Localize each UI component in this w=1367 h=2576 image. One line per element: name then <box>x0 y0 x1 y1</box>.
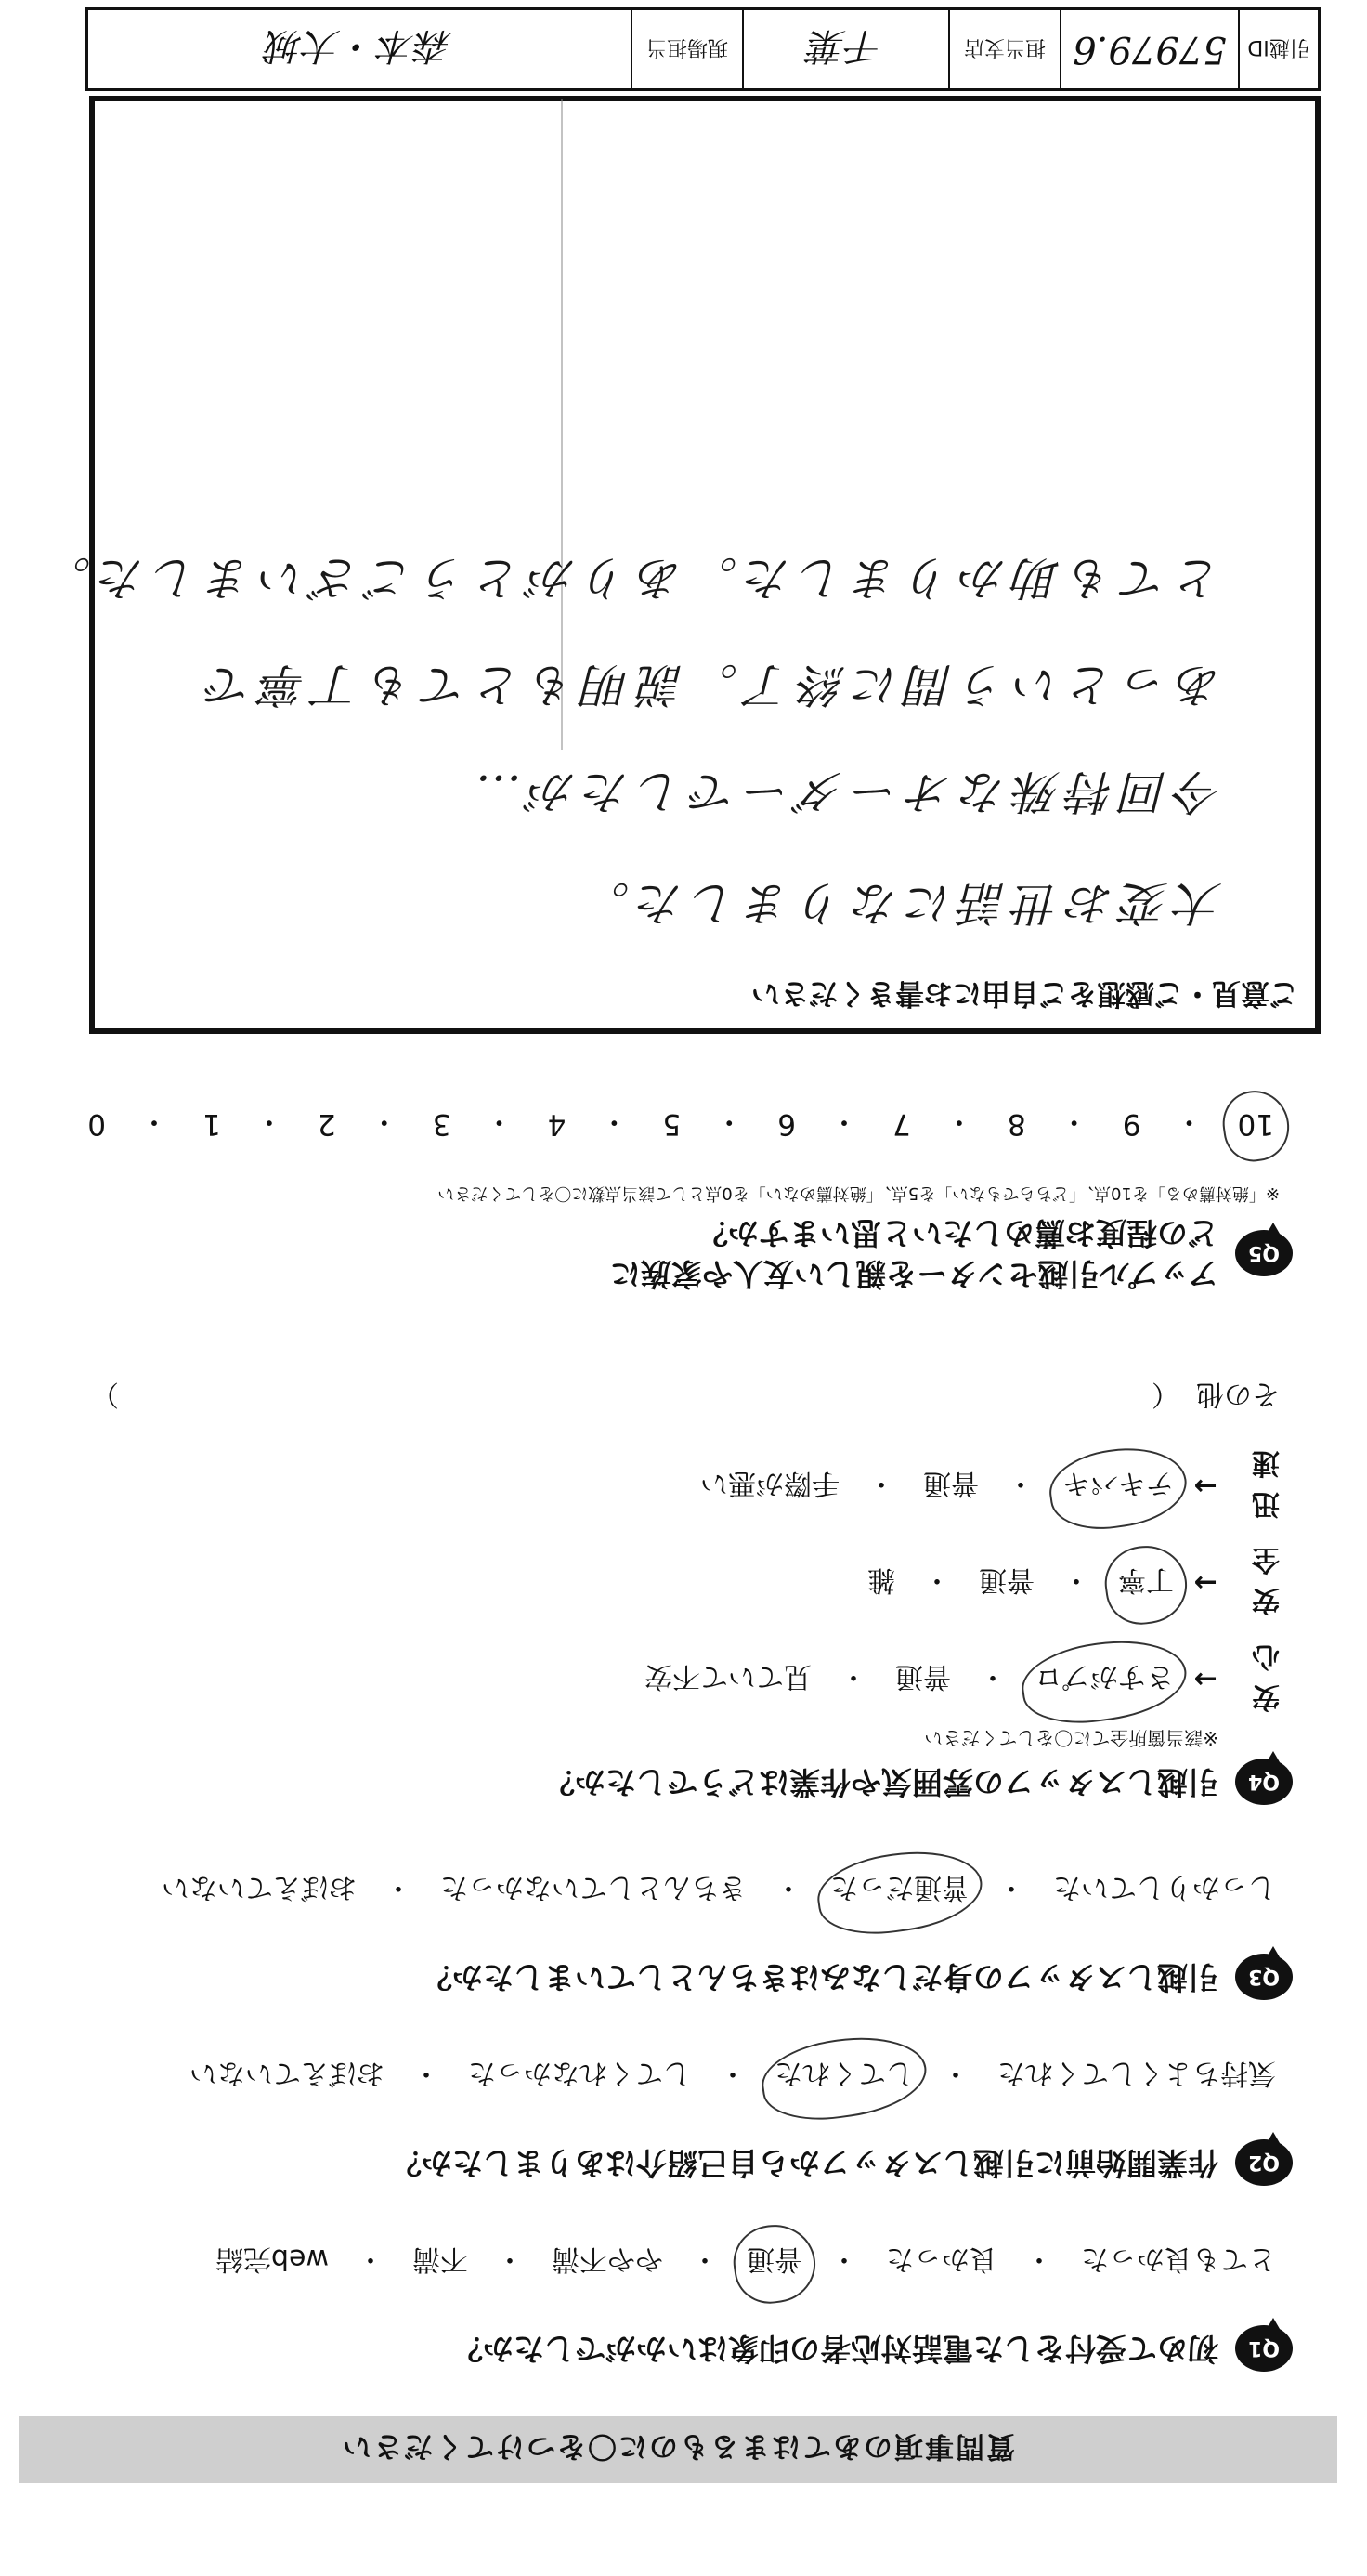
q5-score[interactable]: 9 <box>1122 1107 1141 1142</box>
q2-option[interactable]: してくれなかった <box>468 2057 691 2089</box>
q4-option[interactable]: 普通 <box>923 1467 979 1499</box>
q2-options: 気持ちよくしてくれた ・ してくれた ・ してくれなかった ・ おぼえていない <box>48 2056 1280 2097</box>
q4-option-selected[interactable]: テキパキ <box>1059 1466 1178 1507</box>
q1-option[interactable]: 不満 <box>412 2243 468 2275</box>
q4-badge: Q4 <box>1235 1759 1293 1805</box>
q4-other-row <box>91 1379 1280 1416</box>
id-value[interactable]: 57979.6 <box>1060 10 1238 88</box>
q3-option[interactable]: しっかりしていた <box>1053 1871 1276 1903</box>
q1-option-selected[interactable]: 普通 <box>743 2242 806 2282</box>
leader-value[interactable]: 森本・大城 <box>267 24 452 68</box>
q4-note: ※該当箇所全てに〇をしてください <box>924 1727 1218 1749</box>
q4-option[interactable]: 普通 <box>979 1563 1035 1596</box>
q5-text-line1: アップル引越センターを親しい友人や家族に <box>609 1256 1218 1292</box>
q4-other-open: （ <box>1152 1378 1179 1410</box>
branch-value[interactable]: 千葉 <box>742 10 948 88</box>
q5-note: ※「絶対薦める」を10点、「どちらでもない」を5点、「絶対薦めない」を0点として該当点数に〇をしてください <box>437 1183 1280 1203</box>
question-3 <box>48 1870 1293 2000</box>
q5-score[interactable]: 3 <box>432 1107 451 1142</box>
q4-option[interactable]: 見ていて不安 <box>644 1660 812 1693</box>
comments-title: ご意見・ご感想をご自由にお書きください <box>751 976 1298 1010</box>
question-1 <box>48 2242 1293 2372</box>
q5-score[interactable]: 2 <box>317 1107 336 1142</box>
q1-badge: Q1 <box>1235 2325 1293 2372</box>
q2-option-selected[interactable]: してくれた <box>771 2056 918 2097</box>
q5-badge: Q5 <box>1235 1230 1293 1276</box>
q3-option[interactable]: きちんとしていなかった <box>440 1871 747 1903</box>
q4-option[interactable]: 普通 <box>895 1660 951 1693</box>
comments-box[interactable] <box>37 96 1321 1034</box>
comment-line: あっという間に終了。説明もとても丁寧で <box>199 658 1222 712</box>
q5-scores: 10 ・ 9 ・ 8 ・ 7 ・ 6 ・ 5 ・ 4 ・ 3 ・ 2 ・ 1 ・ 0 <box>82 1104 1280 1145</box>
q4-row-label: 迅速 <box>1252 1446 1280 1520</box>
q4-option-selected[interactable]: さすがプロ <box>1031 1659 1178 1700</box>
q5-score[interactable]: 7 <box>892 1107 911 1142</box>
q4-text: 引越しスタッフの雰囲気や作業はどうでしたか？ <box>544 1764 1218 1800</box>
q2-badge: Q2 <box>1235 2139 1293 2186</box>
instructions-banner: 質問事項のあてはまるものに〇をつけてください <box>19 2416 1337 2483</box>
q2-option[interactable]: おぼえていない <box>189 2057 384 2089</box>
q4-row-jinsoku: 迅速 → テキパキ ・ 普通 ・ 手際が悪い <box>48 1468 1280 1505</box>
comment-line: 大変お世話になりました。 <box>576 876 1222 930</box>
question-5 <box>48 1104 1293 1294</box>
q4-row-label: 安全 <box>1252 1543 1280 1616</box>
q5-score[interactable]: 0 <box>87 1107 106 1142</box>
q4-row-anzen: 安全 → 丁寧 ・ 普通 ・ 雑 <box>48 1564 1280 1602</box>
q4-row-label: 安心 <box>1252 1640 1280 1713</box>
q1-option[interactable]: やや不満 <box>552 2243 663 2275</box>
q1-option[interactable]: とても良かった <box>1081 2243 1276 2275</box>
q5-score[interactable]: 8 <box>1007 1107 1026 1142</box>
leader-label: 現場担当 <box>631 10 742 88</box>
fold-line <box>561 99 563 750</box>
q5-score-selected[interactable]: 10 <box>1232 1108 1280 1142</box>
q3-options: しっかりしていた ・ 普通だった ・ きちんとしていなかった ・ おぼえていない <box>48 1870 1280 1911</box>
q5-score[interactable]: 1 <box>202 1107 221 1142</box>
q5-score[interactable]: 4 <box>547 1107 566 1142</box>
branch-label: 担当支店 <box>948 10 1060 88</box>
q3-option[interactable]: おぼえていない <box>162 1871 357 1903</box>
q1-options: とても良かった ・ 良かった ・ 普通 ・ やや不満 ・ 不満 ・ web完結 <box>48 2242 1280 2282</box>
q4-other-close: ） <box>91 1378 119 1410</box>
question-4 <box>48 1379 1293 1805</box>
q3-option-selected[interactable]: 普通だった <box>827 1870 973 1911</box>
q1-option[interactable]: web完結 <box>215 2243 329 2275</box>
q3-badge: Q3 <box>1235 1954 1293 2000</box>
q4-other-label: その他 <box>1196 1378 1280 1410</box>
id-label: 引越ID <box>1238 10 1318 88</box>
comment-line: とても助かりました。ありがとうございました。 <box>37 551 1222 605</box>
arrow-icon: → <box>1193 1663 1217 1696</box>
q4-row-anshin: 安心 → さすがプロ ・ 普通 ・ 見ていて不安 <box>48 1661 1280 1698</box>
q5-score[interactable]: 6 <box>777 1107 796 1142</box>
id-strip <box>85 7 1321 91</box>
question-2 <box>48 2056 1293 2186</box>
q4-option[interactable]: 手際が悪い <box>700 1467 840 1499</box>
arrow-icon: → <box>1193 1470 1217 1503</box>
q4-option-selected[interactable]: 丁寧 <box>1114 1563 1178 1603</box>
q5-score[interactable]: 5 <box>662 1107 682 1142</box>
comment-line: 今回特殊なオーダーでしたが… <box>468 765 1222 818</box>
q5-text-line2: どの程度お薦めしたいと思いますか？ <box>697 1215 1218 1251</box>
q3-text: 引越しスタッフの身だしなみはきちんとしていましたか？ <box>422 1959 1218 1995</box>
q2-text: 作業開始前に引越しスタッフから自己紹介はありましたか？ <box>391 2145 1218 2181</box>
arrow-icon: → <box>1193 1566 1217 1600</box>
q2-option[interactable]: 気持ちよくしてくれた <box>997 2057 1276 2089</box>
q4-option[interactable]: 雑 <box>867 1563 895 1596</box>
q1-option[interactable]: 良かった <box>886 2243 997 2275</box>
q1-text: 初めて受付をした電話対応者の印象はいかがでしたか？ <box>452 2331 1218 2367</box>
